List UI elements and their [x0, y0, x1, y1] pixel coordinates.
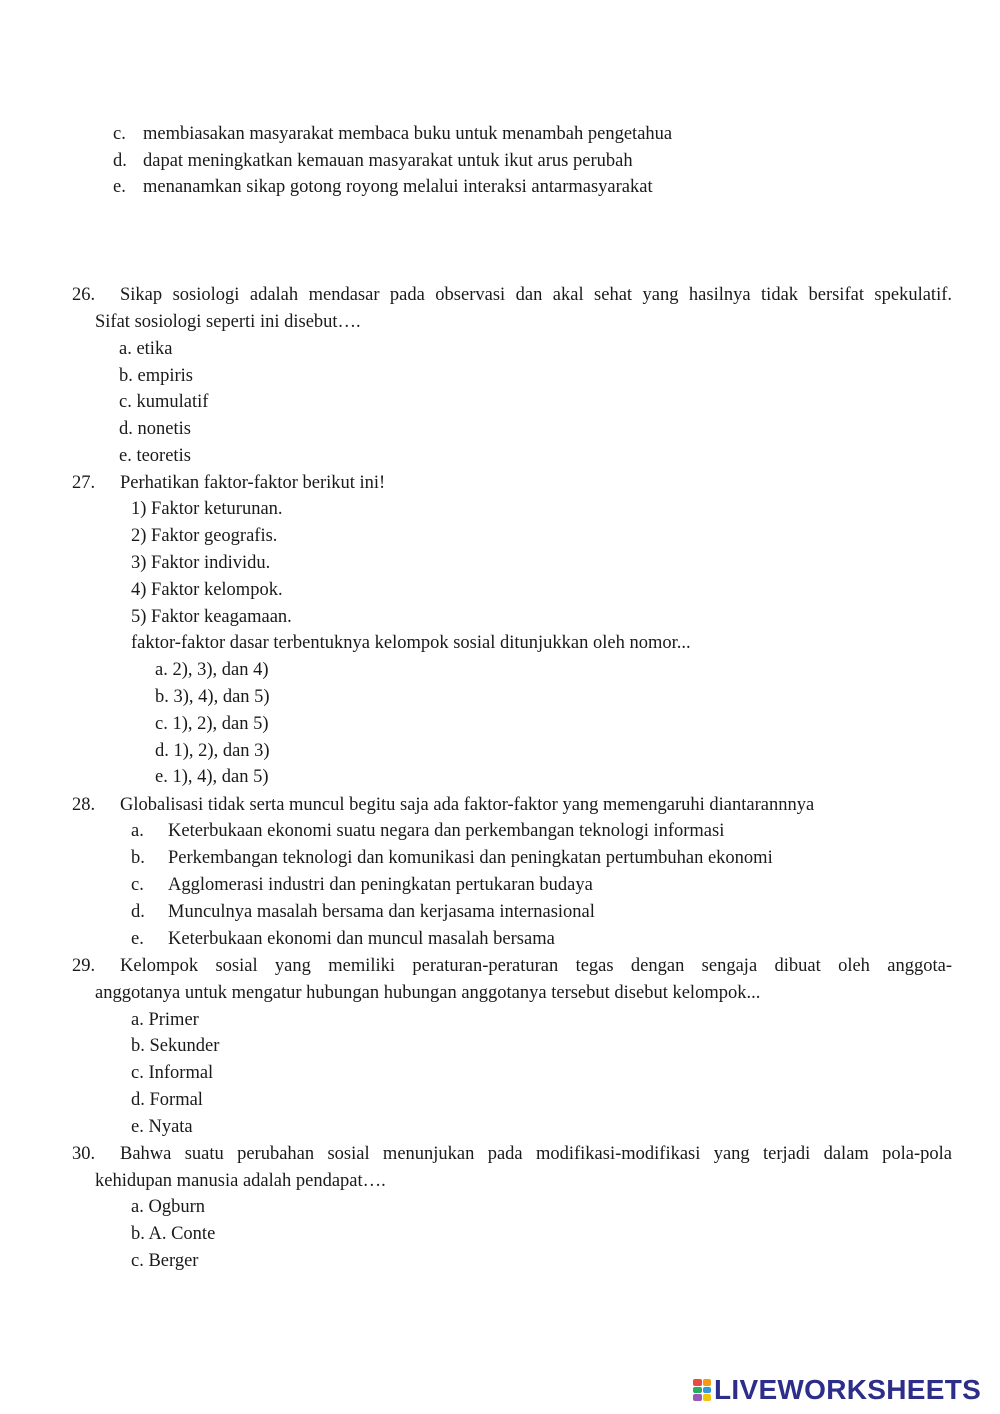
- answer-option[interactable]: b. 3), 4), dan 5): [155, 687, 270, 707]
- option-text: Perkembangan teknologi dan komunikasi dan peningkatan pertumbuhan ekonomi: [168, 848, 773, 868]
- factor-item: 2) Faktor geografis.: [131, 526, 278, 546]
- option-text: menanamkan sikap gotong royong melalui interaksi antarmasyarakat: [143, 177, 653, 197]
- answer-option[interactable]: a. 2), 3), dan 4): [155, 660, 269, 680]
- option-text: Keterbukaan ekonomi dan muncul masalah bersama: [168, 929, 555, 949]
- liveworksheets-logo-icon: [693, 1379, 711, 1401]
- logo-block: [693, 1379, 702, 1386]
- logo-block: [693, 1394, 702, 1401]
- factor-item: 4) Faktor kelompok.: [131, 580, 283, 600]
- option-text: dapat meningkatkan kemauan masyarakat untuk ikut arus perubah: [143, 151, 633, 171]
- answer-option[interactable]: b. Sekunder: [131, 1036, 220, 1056]
- answer-option[interactable]: d. 1), 2), dan 3): [155, 741, 270, 761]
- question-stem: Perhatikan faktor-faktor berikut ini!: [120, 473, 386, 493]
- logo-block: [703, 1387, 712, 1394]
- option-letter: d.: [131, 902, 145, 922]
- question-stem-line2: Sifat sosiologi seperti ini disebut….: [95, 312, 361, 332]
- answer-option[interactable]: d. Formal: [131, 1090, 203, 1110]
- option-letter: c.: [113, 124, 126, 144]
- answer-option[interactable]: b. A. Conte: [131, 1224, 216, 1244]
- question-prompt: faktor-faktor dasar terbentuknya kelompok sosial ditunjukkan oleh nomor...: [131, 633, 691, 653]
- factor-item: 5) Faktor keagamaan.: [131, 607, 292, 627]
- option-letter: c.: [131, 875, 144, 895]
- question-number: 27.: [72, 473, 96, 493]
- option-text: Munculnya masalah bersama dan kerjasama internasional: [168, 902, 595, 922]
- answer-option[interactable]: e. 1), 4), dan 5): [155, 767, 269, 787]
- answer-option[interactable]: a. Primer: [131, 1010, 199, 1030]
- logo-block: [693, 1387, 702, 1394]
- logo-block: [703, 1379, 712, 1386]
- question-number: 26.: [72, 285, 96, 305]
- question-stem-line2: kehidupan manusia adalah pendapat….: [95, 1171, 386, 1191]
- option-letter: e.: [131, 929, 144, 949]
- question-stem-line1: Kelompok sosial yang memiliki peraturan-peraturan tegas dengan sengaja dibuat oleh anggota-: [120, 956, 952, 976]
- factor-item: 3) Faktor individu.: [131, 553, 271, 573]
- answer-option[interactable]: c. Informal: [131, 1063, 214, 1083]
- liveworksheets-logo: [693, 1374, 981, 1406]
- factor-item: 1) Faktor keturunan.: [131, 499, 283, 519]
- question-number: 28.: [72, 795, 96, 815]
- option-letter: a.: [131, 821, 144, 841]
- option-text: membiasakan masyarakat membaca buku untuk menambah pengetahua: [143, 124, 673, 144]
- question-number: 29.: [72, 956, 96, 976]
- answer-option[interactable]: c. 1), 2), dan 5): [155, 714, 269, 734]
- answer-option[interactable]: c. kumulatif: [119, 392, 209, 412]
- question-stem-line2: anggotanya untuk mengatur hubungan hubungan anggotanya tersebut disebut kelompok...: [95, 983, 761, 1003]
- answer-option[interactable]: c. Berger: [131, 1251, 199, 1271]
- answer-option[interactable]: a. etika: [119, 339, 173, 359]
- answer-option[interactable]: e. teoretis: [119, 446, 191, 466]
- answer-option[interactable]: d. nonetis: [119, 419, 191, 439]
- option-letter: b.: [131, 848, 145, 868]
- option-text: Keterbukaan ekonomi suatu negara dan perkembangan teknologi informasi: [168, 821, 725, 841]
- option-letter: d.: [113, 151, 127, 171]
- question-stem-line1: Sikap sosiologi adalah mendasar pada observasi dan akal sehat yang hasilnya tidak bersifat spekulatif.: [120, 285, 952, 305]
- answer-option[interactable]: e. Nyata: [131, 1117, 193, 1137]
- question-number: 30.: [72, 1144, 96, 1164]
- answer-option[interactable]: a. Ogburn: [131, 1197, 205, 1217]
- answer-option[interactable]: b. empiris: [119, 366, 193, 386]
- logo-block: [703, 1394, 712, 1401]
- option-text: Agglomerasi industri dan peningkatan pertukaran budaya: [168, 875, 593, 895]
- liveworksheets-logo-text: LIVEWORKSHEETS: [714, 1374, 982, 1405]
- question-stem: Globalisasi tidak serta muncul begitu saja ada faktor-faktor yang memengaruhi diantarannnya: [120, 795, 815, 815]
- question-stem-line1: Bahwa suatu perubahan sosial menunjukan pada modifikasi-modifikasi yang terjadi dalam pola-pola: [120, 1144, 952, 1164]
- option-letter: e.: [113, 177, 126, 197]
